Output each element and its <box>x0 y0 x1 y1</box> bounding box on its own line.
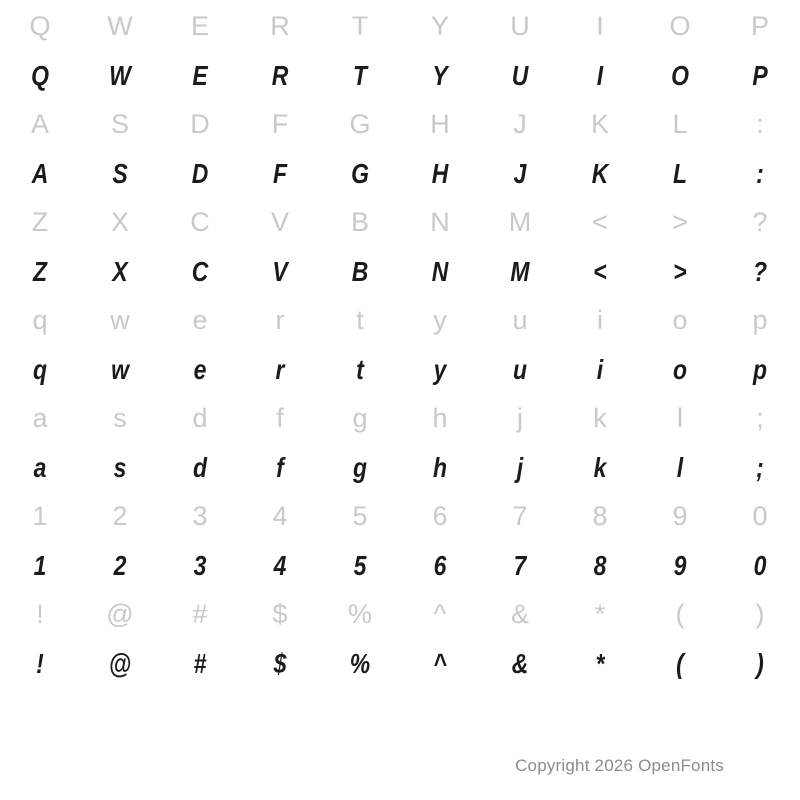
glyph-cell: d <box>192 451 208 483</box>
glyph-cell: Y <box>430 11 449 41</box>
glyph-cell: 6 <box>433 549 447 581</box>
glyph-cell: Z <box>31 207 49 237</box>
glyph-cell: < <box>593 255 607 287</box>
glyph-cell: 4 <box>273 549 287 581</box>
glyph-cell: % <box>349 647 371 679</box>
glyph-cell: J <box>513 157 527 189</box>
glyph-cell: h <box>432 403 448 433</box>
glyph-cell: @ <box>106 599 134 629</box>
glyph-cell: S <box>112 157 128 189</box>
glyph-cell: 4 <box>272 501 288 531</box>
glyph-cell: y <box>433 353 447 385</box>
glyph-cell: F <box>271 109 289 139</box>
glyph-cell: S <box>110 109 129 139</box>
glyph-cell: 7 <box>513 549 527 581</box>
glyph-cell: p <box>752 353 768 385</box>
glyph-cell: # <box>193 647 207 679</box>
glyph-cell: y <box>433 305 447 335</box>
glyph-row-sample <box>0 51 800 100</box>
glyph-cell: G <box>351 157 369 189</box>
glyph-cell: l <box>677 403 683 433</box>
glyph-cell: X <box>112 255 128 287</box>
glyph-cell: A <box>31 157 49 189</box>
glyph-row-sample <box>0 443 800 492</box>
glyph-cell: e <box>193 353 207 385</box>
glyph-cell: P <box>750 11 769 41</box>
glyph-cell: l <box>676 451 684 483</box>
glyph-cell: ^ <box>433 647 447 679</box>
glyph-cell: & <box>510 599 529 629</box>
glyph-cell: 2 <box>112 501 128 531</box>
glyph-row-reference <box>0 296 800 345</box>
glyph-row-reference <box>0 198 800 247</box>
glyph-cell: B <box>350 207 369 237</box>
glyph-row-reference <box>0 590 800 639</box>
glyph-cell: i <box>597 305 603 335</box>
glyph-cell: W <box>107 11 133 41</box>
glyph-cell: G <box>349 109 371 139</box>
glyph-cell: Z <box>32 255 48 287</box>
glyph-cell: H <box>430 109 450 139</box>
glyph-cell: o <box>672 305 688 335</box>
glyph-cell: N <box>430 207 450 237</box>
glyph-cell: o <box>672 353 688 385</box>
glyph-cell: 1 <box>32 501 48 531</box>
glyph-cell: i <box>596 353 604 385</box>
glyph-cell: K <box>590 109 609 139</box>
glyph-cell: M <box>508 207 532 237</box>
glyph-cell: 5 <box>352 501 368 531</box>
glyph-cell: a <box>33 451 47 483</box>
glyph-cell: N <box>431 255 449 287</box>
glyph-cell: R <box>271 59 289 91</box>
glyph-cell: @ <box>108 647 132 679</box>
glyph-cell: : <box>756 157 764 189</box>
glyph-cell: 3 <box>193 549 207 581</box>
glyph-cell: ; <box>756 451 764 483</box>
glyph-cell: 0 <box>753 549 767 581</box>
glyph-cell: ? <box>752 255 768 287</box>
glyph-cell: * <box>595 647 605 679</box>
glyph-cell: ) <box>755 599 765 629</box>
glyph-cell: s <box>113 451 127 483</box>
glyph-cell: X <box>110 207 129 237</box>
glyph-cell: e <box>192 305 208 335</box>
glyph-cell: s <box>113 403 127 433</box>
glyph-cell: 0 <box>752 501 768 531</box>
glyph-cell: > <box>672 207 688 237</box>
glyph-cell: H <box>431 157 449 189</box>
glyph-cell: Y <box>432 59 448 91</box>
glyph-cell: V <box>272 255 288 287</box>
glyph-cell: V <box>270 207 289 237</box>
glyph-cell: q <box>32 353 48 385</box>
glyph-cell: j <box>516 451 524 483</box>
glyph-cell: $ <box>272 599 288 629</box>
glyph-cell: I <box>596 59 604 91</box>
glyph-row-sample <box>0 247 800 296</box>
glyph-cell: r <box>275 353 285 385</box>
glyph-cell: O <box>669 11 691 41</box>
glyph-cell: J <box>513 109 527 139</box>
glyph-cell: ^ <box>433 599 447 629</box>
glyph-cell: E <box>190 11 209 41</box>
glyph-row-reference <box>0 2 800 51</box>
glyph-cell: 8 <box>592 501 608 531</box>
glyph-cell: A <box>30 109 49 139</box>
glyph-cell: t <box>356 353 364 385</box>
glyph-row-reference <box>0 100 800 149</box>
glyph-cell: Q <box>29 11 51 41</box>
glyph-cell: ? <box>752 207 768 237</box>
glyph-cell: M <box>510 255 530 287</box>
glyph-cell: r <box>275 305 285 335</box>
glyph-row-reference <box>0 394 800 443</box>
glyph-cell: D <box>190 109 210 139</box>
glyph-cell: C <box>190 207 210 237</box>
glyph-row-sample <box>0 149 800 198</box>
glyph-cell: L <box>672 157 688 189</box>
glyph-cell: < <box>592 207 608 237</box>
copyright-text: Copyright 2026 OpenFonts <box>515 756 724 775</box>
glyph-cell: L <box>672 109 688 139</box>
glyph-cell: ( <box>676 647 684 679</box>
glyph-cell: ( <box>675 599 685 629</box>
glyph-cell: w <box>110 305 130 335</box>
glyph-row-sample <box>0 639 800 688</box>
glyph-row-reference <box>0 492 800 541</box>
glyph-cell: # <box>192 599 208 629</box>
glyph-cell: 5 <box>353 549 367 581</box>
glyph-cell: > <box>673 255 687 287</box>
glyph-cell: T <box>351 11 369 41</box>
glyph-cell: 9 <box>673 549 687 581</box>
glyph-cell: K <box>591 157 609 189</box>
glyph-cell: % <box>347 599 372 629</box>
glyph-cell: w <box>111 353 129 385</box>
glyph-cell: P <box>752 59 768 91</box>
glyph-cell: D <box>191 157 209 189</box>
glyph-cell: g <box>352 451 368 483</box>
glyph-cell: 2 <box>113 549 127 581</box>
glyph-cell: t <box>356 305 364 335</box>
glyph-cell: : <box>756 109 764 139</box>
glyph-cell: R <box>270 11 290 41</box>
glyph-cell: 7 <box>512 501 528 531</box>
glyph-cell: U <box>510 11 530 41</box>
glyph-cell: ) <box>756 647 764 679</box>
footer <box>0 756 800 776</box>
glyph-cell: F <box>272 157 288 189</box>
glyph-cell: 9 <box>672 501 688 531</box>
glyph-cell: k <box>593 403 607 433</box>
glyph-cell: C <box>191 255 209 287</box>
glyph-cell: W <box>109 59 131 91</box>
glyph-cell: ! <box>36 599 44 629</box>
glyph-cell: T <box>352 59 368 91</box>
glyph-cell: O <box>671 59 689 91</box>
glyph-cell: E <box>192 59 208 91</box>
glyph-cell: j <box>517 403 523 433</box>
glyph-cell: Q <box>31 59 49 91</box>
glyph-cell: $ <box>273 647 287 679</box>
glyph-cell: I <box>596 11 604 41</box>
glyph-cell: B <box>351 255 369 287</box>
glyph-cell: 1 <box>33 549 47 581</box>
glyph-cell: ! <box>36 647 44 679</box>
glyph-cell: d <box>192 403 208 433</box>
glyph-cell: ; <box>756 403 764 433</box>
glyph-cell: U <box>511 59 529 91</box>
glyph-row-sample <box>0 345 800 394</box>
glyph-cell: p <box>752 305 768 335</box>
glyph-cell: u <box>512 353 528 385</box>
glyph-cell: q <box>32 305 48 335</box>
glyph-cell: 8 <box>593 549 607 581</box>
glyph-cell: u <box>512 305 528 335</box>
glyph-cell: * <box>594 599 606 629</box>
glyph-cell: & <box>511 647 529 679</box>
glyph-cell: 6 <box>432 501 448 531</box>
glyph-cell: a <box>32 403 48 433</box>
glyph-cell: 3 <box>192 501 208 531</box>
glyph-cell: h <box>432 451 448 483</box>
glyph-cell: f <box>276 403 284 433</box>
glyph-cell: g <box>352 403 368 433</box>
glyph-cell: k <box>593 451 607 483</box>
glyph-row-sample <box>0 541 800 590</box>
glyph-cell: f <box>276 451 284 483</box>
